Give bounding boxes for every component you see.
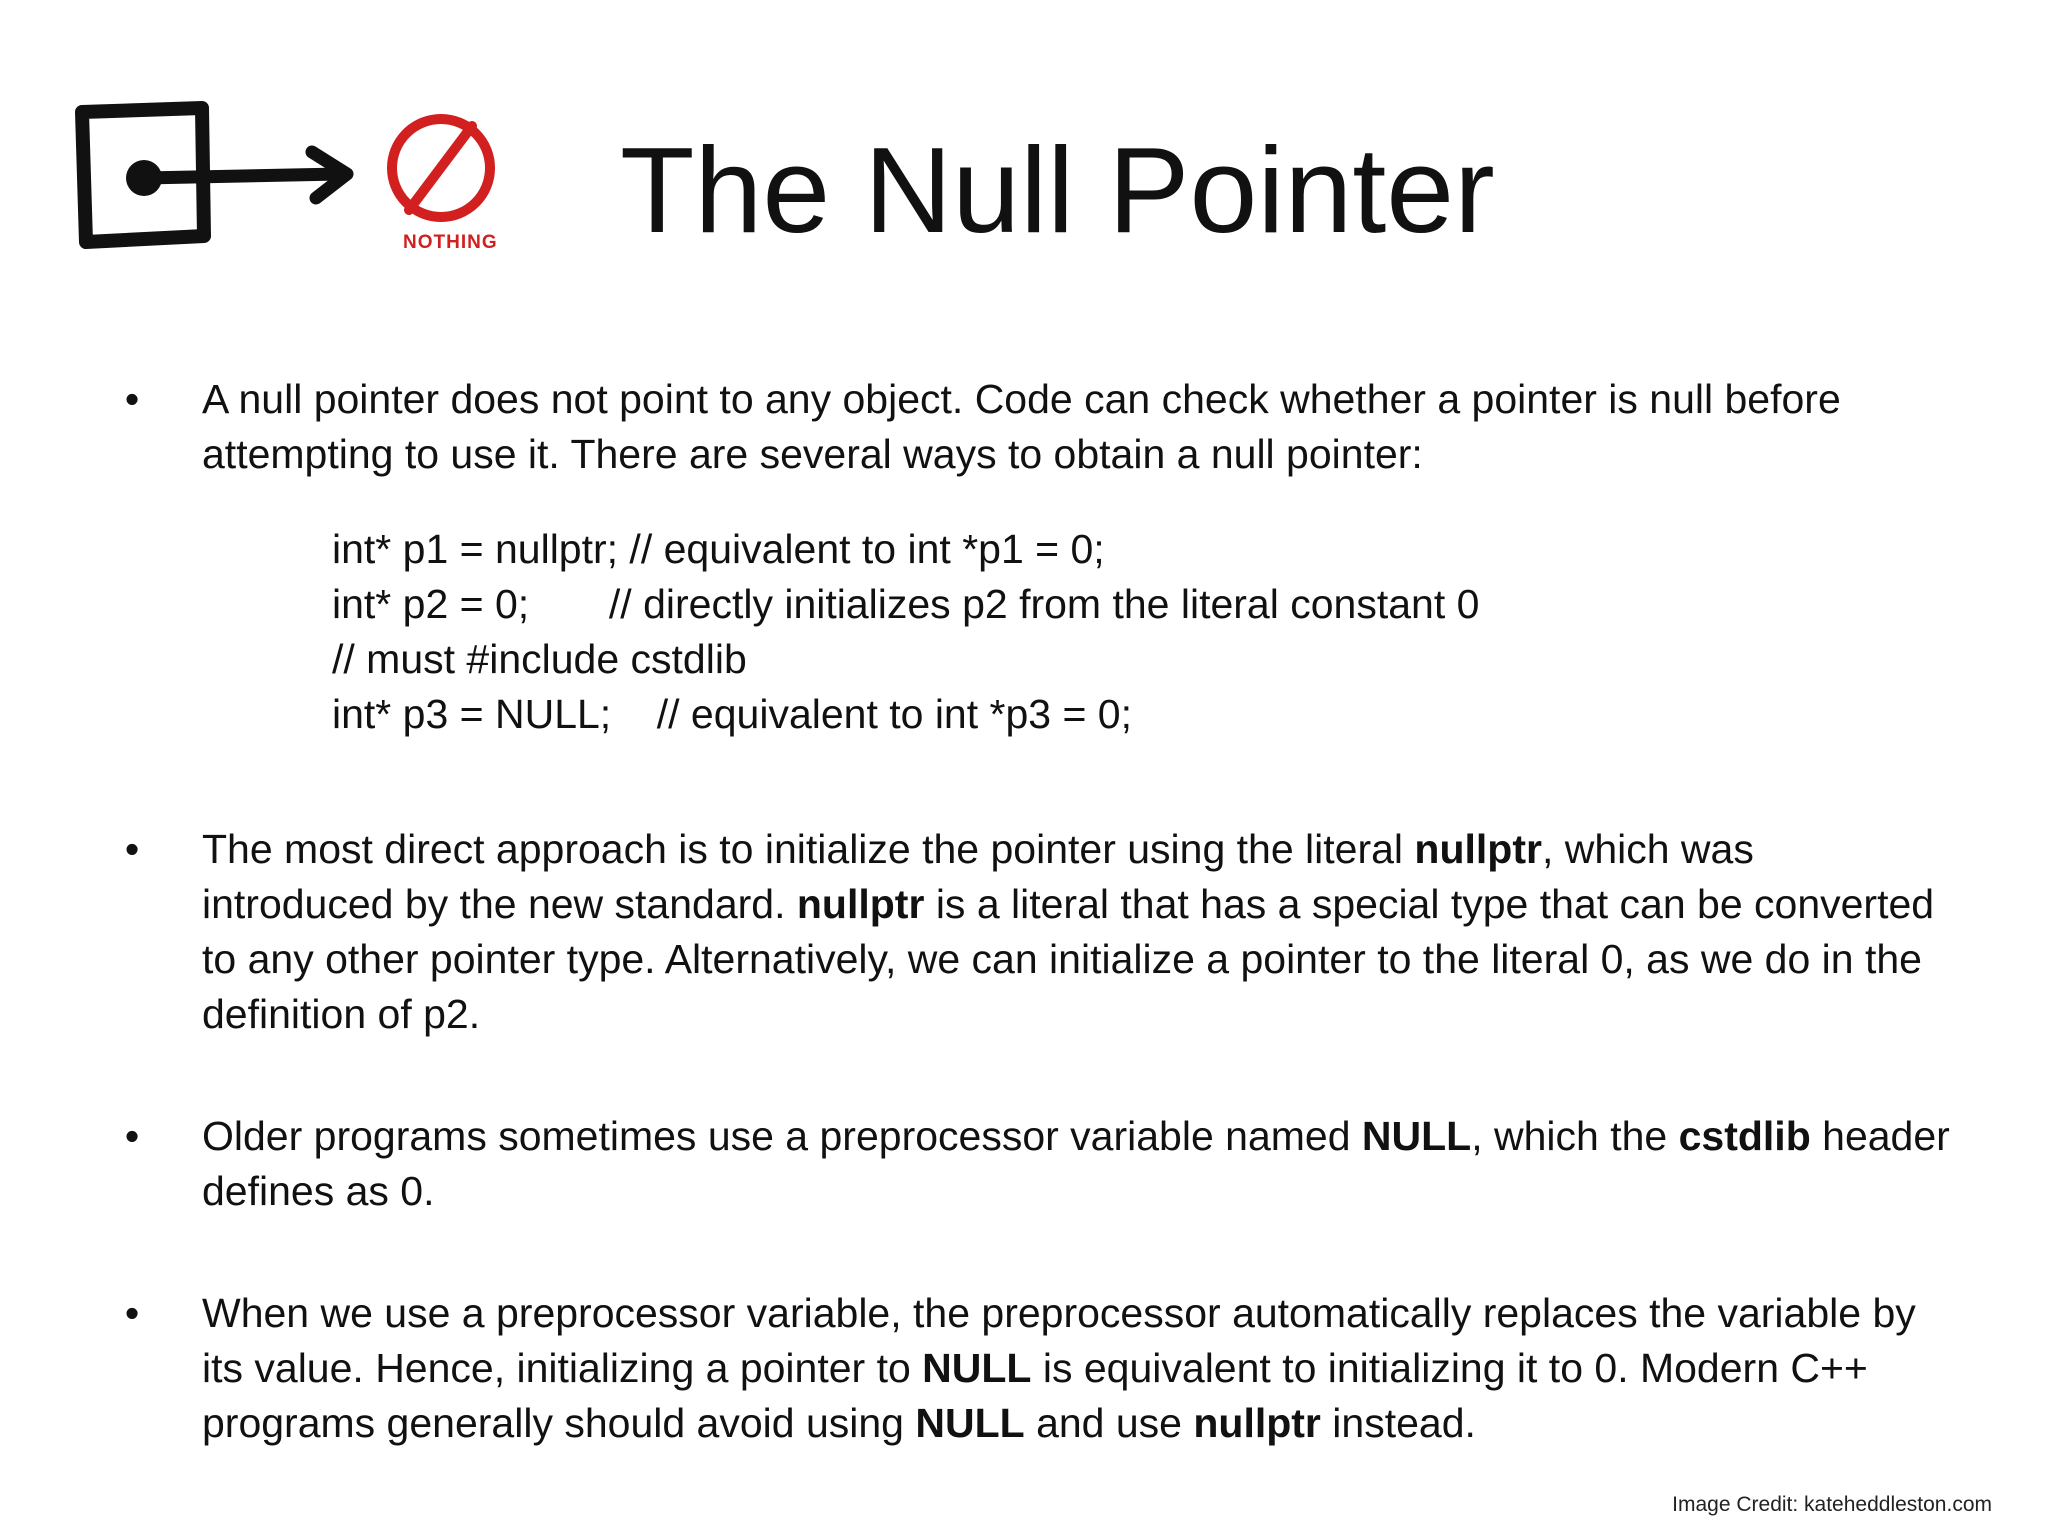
image-credit: Image Credit: kateheddleston.com bbox=[1672, 1493, 1992, 1516]
bullet-text-run: and use bbox=[1024, 1400, 1194, 1446]
bullet-item bbox=[120, 1286, 1950, 1451]
code-line: int* p3 = NULL; // equivalent to int *p3 = 0; bbox=[332, 691, 1133, 737]
bullet-text-run: A null pointer does not point to any object. Code can check whether a pointer is null before attempting to use it. There are several ways to obtain a null pointer: bbox=[202, 376, 1841, 477]
bullet-text-run: , which was introduced by the new standard. bbox=[202, 826, 1754, 927]
code-example bbox=[332, 522, 1950, 742]
bullet-keyword: NULL bbox=[1361, 1113, 1472, 1159]
bullet-dot: • bbox=[124, 1290, 140, 1336]
bullet-item bbox=[120, 372, 1950, 482]
code-line: // must #include cstdlib bbox=[332, 636, 747, 682]
arrow-right-icon bbox=[144, 152, 347, 198]
nothing-label: NOTHING bbox=[403, 232, 498, 253]
bullet-text-run: is equivalent to initializing it to 0. Modern C++ programs generally should avoid using bbox=[202, 1345, 1868, 1446]
code-line: int* p1 = nullptr; // equivalent to int *p1 = 0; bbox=[332, 526, 1105, 572]
bullet-text-run: is a literal that has a special type that can be converted to any other pointer type. Alternatively, we can initialize a pointer to the literal 0, as we do in the definition of p2. bbox=[202, 881, 1935, 1037]
bullet-text bbox=[202, 1290, 1916, 1446]
slide-body bbox=[120, 372, 1950, 1451]
bullet-dot: • bbox=[124, 1113, 140, 1159]
bullet-item bbox=[120, 1109, 1950, 1219]
bullet-dot: • bbox=[124, 376, 140, 422]
bullet-keyword: nullptr bbox=[1193, 1400, 1321, 1446]
bullet-text-run: , which the bbox=[1471, 1113, 1679, 1159]
bullet-text-run: instead. bbox=[1320, 1400, 1476, 1446]
null-pointer-illustration bbox=[72, 96, 512, 276]
bullet-dot: • bbox=[124, 826, 140, 872]
bullet-keyword: nullptr bbox=[1414, 826, 1542, 872]
bullet-text bbox=[202, 376, 1841, 477]
bullet-text-run: header defines as 0. bbox=[202, 1113, 1950, 1214]
bullet-item bbox=[120, 822, 1950, 1042]
null-pointer-illustration-svg bbox=[72, 96, 512, 276]
bullet-keyword: cstdlib bbox=[1678, 1113, 1811, 1159]
bullet-keyword: nullptr bbox=[796, 881, 925, 927]
bullet-keyword: NULL bbox=[915, 1400, 1025, 1446]
bullet-text bbox=[202, 826, 1934, 1037]
bullet-keyword: NULL bbox=[922, 1345, 1032, 1391]
page-title: The Null Pointer bbox=[620, 122, 1495, 258]
bullet-text-run: Older programs sometimes use a preprocessor variable named bbox=[202, 1113, 1362, 1159]
code-line: int* p2 = 0; // directly initializes p2 from the literal constant 0 bbox=[332, 581, 1480, 627]
bullet-text bbox=[202, 1113, 1950, 1214]
bullet-text-run: When we use a preprocessor variable, the preprocessor automatically replaces the variable by its value. Hence, initializing a pointer to bbox=[202, 1290, 1916, 1391]
no-sign-icon bbox=[392, 119, 498, 253]
bullet-text-run: The most direct approach is to initialize the pointer using the literal bbox=[202, 826, 1415, 872]
